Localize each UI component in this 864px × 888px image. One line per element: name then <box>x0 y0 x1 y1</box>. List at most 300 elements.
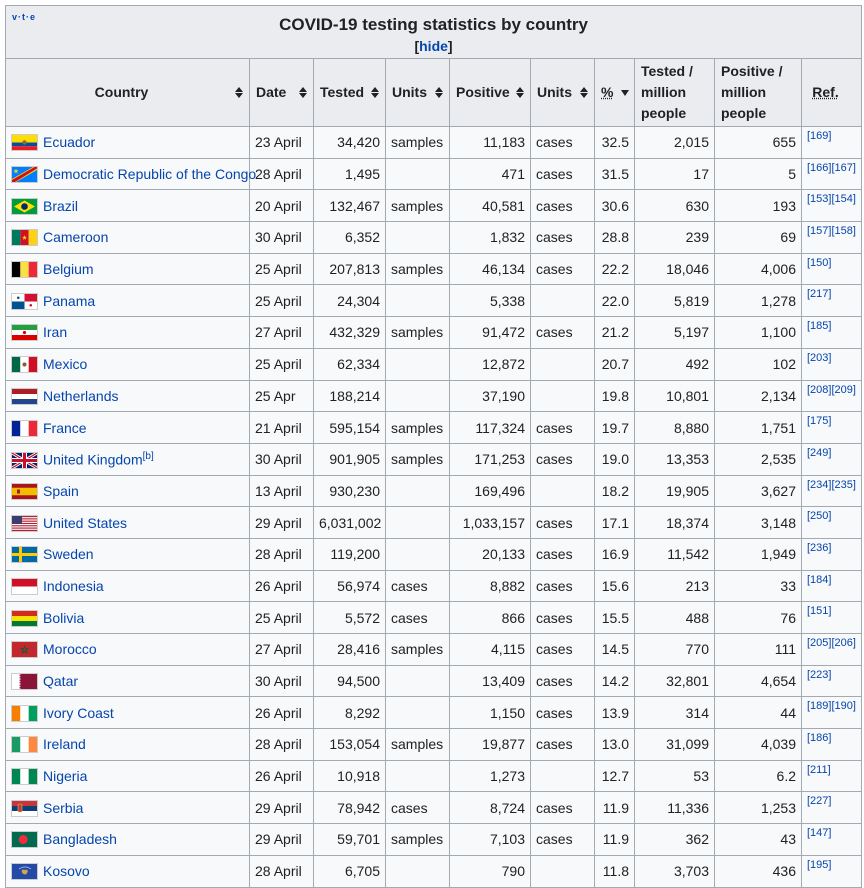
tested-per-million-cell: 32,801 <box>635 665 715 697</box>
country-link[interactable]: Sweden <box>43 546 94 563</box>
reference-cell <box>802 507 862 539</box>
positive-cell: 46,134 <box>450 253 531 285</box>
reference-link[interactable]: [186] <box>807 732 832 745</box>
tested-per-million-cell: 488 <box>635 602 715 634</box>
date-cell: 27 April <box>250 317 314 349</box>
reference-cell <box>802 634 862 666</box>
tested-cell: 132,467 <box>314 190 386 222</box>
positive-units-cell: cases <box>531 127 595 159</box>
reference-link[interactable]: [151] <box>807 605 832 618</box>
tested-per-million-cell: 11,542 <box>635 538 715 570</box>
reference-link[interactable]: [189][190] <box>807 700 856 713</box>
column-header-percent[interactable]: % <box>595 59 635 127</box>
positive-per-million-cell: 655 <box>715 127 802 159</box>
positive-per-million-cell: 2,134 <box>715 380 802 412</box>
tested-units-cell: samples <box>386 190 450 222</box>
reference-link[interactable]: [169] <box>807 130 832 142</box>
country-cell <box>6 697 250 729</box>
reference-link[interactable]: [223] <box>807 668 832 681</box>
positive-cell: 790 <box>450 855 531 887</box>
country-link[interactable]: Serbia <box>43 799 84 816</box>
tested-cell: 10,918 <box>314 760 386 792</box>
table-row <box>6 538 862 570</box>
nigeria-flag-icon <box>12 769 37 784</box>
tested-per-million-cell: 8,880 <box>635 412 715 444</box>
table-title: COVID-19 testing statistics by country <box>279 15 588 34</box>
positive-cell: 19,877 <box>450 729 531 761</box>
country-cell <box>6 538 250 570</box>
positive-units-cell: cases <box>531 570 595 602</box>
country-link[interactable]: Democratic Republic of the Congo <box>43 166 257 183</box>
tested-units-cell <box>386 507 450 539</box>
reference-cell <box>802 285 862 317</box>
percent-cell: 31.5 <box>595 158 635 190</box>
country-cell <box>6 602 250 634</box>
footnote-link[interactable]: [b] <box>142 450 154 462</box>
tested-units-cell: samples <box>386 127 450 159</box>
country-cell <box>6 665 250 697</box>
country-cell <box>6 127 250 159</box>
country-link[interactable]: United Kingdom <box>43 451 143 468</box>
date-cell: 25 Apr <box>250 380 314 412</box>
tested-units-cell: samples <box>386 443 450 475</box>
positive-cell: 7,103 <box>450 824 531 856</box>
country-link[interactable]: Cameroon <box>43 229 109 246</box>
tested-cell: 62,334 <box>314 348 386 380</box>
tested-cell: 207,813 <box>314 253 386 285</box>
reference-cell <box>802 317 862 349</box>
percent-cell: 21.2 <box>595 317 635 349</box>
date-cell: 28 April <box>250 538 314 570</box>
positive-per-million-cell: 69 <box>715 222 802 254</box>
positive-per-million-cell: 44 <box>715 697 802 729</box>
positive-units-cell: cases <box>531 697 595 729</box>
positive-units-cell <box>531 380 595 412</box>
positive-per-million-cell: 33 <box>715 570 802 602</box>
column-header-date[interactable]: Date <box>250 59 314 127</box>
column-header-country[interactable]: Country <box>6 59 250 127</box>
tested-per-million-cell: 53 <box>635 760 715 792</box>
tested-per-million-cell: 492 <box>635 348 715 380</box>
country-link[interactable]: Spain <box>43 482 79 499</box>
table-row <box>6 253 862 285</box>
positive-units-cell <box>531 285 595 317</box>
tested-units-cell: cases <box>386 792 450 824</box>
positive-units-cell: cases <box>531 253 595 285</box>
netherlands-flag-icon <box>12 389 37 404</box>
reference-cell <box>802 158 862 190</box>
percent-cell: 17.1 <box>595 507 635 539</box>
positive-units-cell: cases <box>531 665 595 697</box>
positive-per-million-cell: 3,627 <box>715 475 802 507</box>
tested-per-million-cell: 13,353 <box>635 443 715 475</box>
tested-units-cell <box>386 760 450 792</box>
table-row <box>6 792 862 824</box>
hide-toggle-link[interactable]: hide <box>419 38 448 54</box>
tested-per-million-cell: 11,336 <box>635 792 715 824</box>
date-cell: 28 April <box>250 729 314 761</box>
percent-cell: 13.0 <box>595 729 635 761</box>
reference-cell <box>802 570 862 602</box>
tested-units-cell <box>386 538 450 570</box>
tested-cell: 6,352 <box>314 222 386 254</box>
sweden-flag-icon <box>12 547 37 562</box>
country-link[interactable]: Brazil <box>43 197 79 214</box>
tested-per-million-cell: 10,801 <box>635 380 715 412</box>
column-header-tested-per-million[interactable]: Tested / million people <box>635 59 715 127</box>
positive-cell: 1,273 <box>450 760 531 792</box>
percent-cell: 22.0 <box>595 285 635 317</box>
positive-units-cell: cases <box>531 634 595 666</box>
table-row <box>6 602 862 634</box>
france-flag-icon <box>12 421 37 436</box>
percent-cell: 14.2 <box>595 665 635 697</box>
edit-template-link[interactable]: e <box>30 12 37 22</box>
reference-link[interactable]: [153][154] <box>807 193 856 206</box>
positive-cell: 40,581 <box>450 190 531 222</box>
morocco-flag-icon <box>12 642 37 657</box>
column-header-tested[interactable]: Tested <box>314 59 386 127</box>
country-link[interactable]: Netherlands <box>43 387 119 404</box>
kosovo-flag-icon <box>12 864 37 879</box>
positive-per-million-cell: 111 <box>715 634 802 666</box>
sort-descending-icon[interactable] <box>621 90 629 96</box>
positive-cell: 13,409 <box>450 665 531 697</box>
percent-cell: 15.6 <box>595 570 635 602</box>
date-cell: 20 April <box>250 190 314 222</box>
cameroon-flag-icon <box>12 230 37 245</box>
country-cell <box>6 475 250 507</box>
tested-cell: 595,154 <box>314 412 386 444</box>
country-cell <box>6 253 250 285</box>
country-link[interactable]: United States <box>43 514 128 531</box>
positive-units-cell: cases <box>531 158 595 190</box>
tested-units-cell: samples <box>386 634 450 666</box>
sort-icon[interactable] <box>435 86 444 100</box>
country-link[interactable]: Morocco <box>43 641 97 658</box>
country-cell <box>6 792 250 824</box>
positive-units-cell: cases <box>531 538 595 570</box>
positive-units-cell: cases <box>531 443 595 475</box>
table-row <box>6 158 862 190</box>
tested-per-million-cell: 5,197 <box>635 317 715 349</box>
country-cell <box>6 729 250 761</box>
date-cell: 23 April <box>250 127 314 159</box>
belgium-flag-icon <box>12 262 37 277</box>
reference-link[interactable]: [249] <box>807 446 832 459</box>
tested-cell: 34,420 <box>314 127 386 159</box>
reference-cell <box>802 792 862 824</box>
tested-per-million-cell: 239 <box>635 222 715 254</box>
positive-cell: 117,324 <box>450 412 531 444</box>
reference-link[interactable]: [227] <box>807 795 832 808</box>
reference-link[interactable]: [217] <box>807 288 832 301</box>
percent-cell: 18.2 <box>595 475 635 507</box>
country-cell <box>6 348 250 380</box>
view-template-link[interactable]: v <box>12 12 19 22</box>
column-header-units-positive[interactable]: Units <box>531 59 595 127</box>
reference-link[interactable]: [236] <box>807 541 832 554</box>
date-cell: 25 April <box>250 285 314 317</box>
positive-per-million-cell: 1,751 <box>715 412 802 444</box>
positive-per-million-cell: 193 <box>715 190 802 222</box>
positive-per-million-cell: 3,148 <box>715 507 802 539</box>
positive-units-cell: cases <box>531 507 595 539</box>
positive-cell: 4,115 <box>450 634 531 666</box>
country-cell <box>6 855 250 887</box>
tested-per-million-cell: 770 <box>635 634 715 666</box>
positive-units-cell: cases <box>531 412 595 444</box>
country-link[interactable]: Belgium <box>43 261 94 278</box>
positive-per-million-cell: 4,006 <box>715 253 802 285</box>
country-cell <box>6 380 250 412</box>
tested-cell: 24,304 <box>314 285 386 317</box>
reference-cell <box>802 697 862 729</box>
date-cell: 26 April <box>250 697 314 729</box>
tested-units-cell: cases <box>386 570 450 602</box>
country-cell <box>6 317 250 349</box>
tested-per-million-cell: 3,703 <box>635 855 715 887</box>
country-cell <box>6 443 250 475</box>
column-header-positive-per-million[interactable]: Positive / million people <box>715 59 802 127</box>
iran-flag-icon <box>12 325 37 340</box>
table-row <box>6 824 862 856</box>
percent-cell: 11.8 <box>595 855 635 887</box>
tested-units-cell <box>386 222 450 254</box>
country-cell <box>6 634 250 666</box>
tested-cell: 153,054 <box>314 729 386 761</box>
tested-per-million-cell: 19,905 <box>635 475 715 507</box>
date-cell: 27 April <box>250 634 314 666</box>
positive-cell: 12,872 <box>450 348 531 380</box>
tested-cell: 1,495 <box>314 158 386 190</box>
tested-cell: 8,292 <box>314 697 386 729</box>
country-cell <box>6 158 257 190</box>
tested-units-cell <box>386 380 450 412</box>
reference-link[interactable]: [185] <box>807 320 832 333</box>
positive-per-million-cell: 4,654 <box>715 665 802 697</box>
table-row <box>6 634 862 666</box>
reference-cell <box>802 380 862 412</box>
tested-cell: 930,230 <box>314 475 386 507</box>
reference-link[interactable]: [195] <box>807 858 832 871</box>
tested-cell: 5,572 <box>314 602 386 634</box>
talk-template-link[interactable]: t <box>22 12 27 22</box>
tested-cell: 94,500 <box>314 665 386 697</box>
table-row <box>6 570 862 602</box>
percent-cell: 11.9 <box>595 824 635 856</box>
reference-cell <box>802 824 862 856</box>
reference-link[interactable]: [250] <box>807 510 832 523</box>
positive-units-cell: cases <box>531 729 595 761</box>
reference-link[interactable]: [147] <box>807 827 832 840</box>
reference-link[interactable]: [150] <box>807 256 832 269</box>
serbia-flag-icon <box>12 801 37 816</box>
table-caption: v·t·e COVID-19 testing statistics by country [hide] <box>6 6 862 59</box>
reference-link[interactable]: [234][235] <box>807 478 856 491</box>
percent-cell: 16.9 <box>595 538 635 570</box>
tested-per-million-cell: 18,374 <box>635 507 715 539</box>
reference-cell <box>802 729 862 761</box>
reference-link[interactable]: [175] <box>807 415 832 428</box>
tested-cell: 119,200 <box>314 538 386 570</box>
country-link[interactable]: Iran <box>43 324 68 341</box>
reference-cell <box>802 348 862 380</box>
tested-units-cell <box>386 348 450 380</box>
country-cell <box>6 190 250 222</box>
country-cell <box>6 412 250 444</box>
percent-cell: 13.9 <box>595 697 635 729</box>
tested-cell: 6,031,002 <box>314 507 386 539</box>
tested-per-million-cell: 213 <box>635 570 715 602</box>
ireland-flag-icon <box>12 737 37 752</box>
positive-cell: 37,190 <box>450 380 531 412</box>
country-cell <box>6 760 250 792</box>
positive-cell: 169,496 <box>450 475 531 507</box>
table-row <box>6 412 862 444</box>
reference-link[interactable]: [166][167] <box>807 161 856 174</box>
table-row <box>6 317 862 349</box>
tested-units-cell <box>386 158 450 190</box>
reference-cell <box>802 127 862 159</box>
positive-cell: 91,472 <box>450 317 531 349</box>
sort-icon[interactable] <box>371 86 380 100</box>
table-row <box>6 855 862 887</box>
country-cell <box>6 824 250 856</box>
qatar-flag-icon <box>12 674 37 689</box>
tested-per-million-cell: 17 <box>635 158 715 190</box>
table-row <box>6 127 862 159</box>
tested-per-million-cell: 2,015 <box>635 127 715 159</box>
reference-cell <box>802 475 862 507</box>
country-cell <box>6 507 250 539</box>
country-link[interactable]: Ireland <box>43 736 86 753</box>
reference-cell <box>802 222 862 254</box>
sort-icon[interactable] <box>235 86 244 100</box>
date-cell: 13 April <box>250 475 314 507</box>
positive-units-cell: cases <box>531 317 595 349</box>
tested-units-cell: samples <box>386 317 450 349</box>
uk-flag-icon <box>12 453 37 468</box>
percent-cell: 19.0 <box>595 443 635 475</box>
reference-cell <box>802 665 862 697</box>
column-header-positive[interactable]: Positive <box>450 59 531 127</box>
country-link[interactable]: Bangladesh <box>43 831 117 848</box>
positive-per-million-cell: 5 <box>715 158 802 190</box>
column-header-units[interactable]: Units <box>386 59 450 127</box>
reference-link[interactable]: [184] <box>807 573 832 586</box>
tested-cell: 6,705 <box>314 855 386 887</box>
panama-flag-icon <box>12 294 37 309</box>
spain-flag-icon <box>12 484 37 499</box>
sort-icon[interactable] <box>299 86 308 100</box>
tested-units-cell <box>386 475 450 507</box>
positive-units-cell <box>531 855 595 887</box>
tested-units-cell: samples <box>386 412 450 444</box>
country-link[interactable]: Ivory Coast <box>43 704 114 721</box>
positive-cell: 11,183 <box>450 127 531 159</box>
tested-cell: 78,942 <box>314 792 386 824</box>
positive-units-cell: cases <box>531 792 595 824</box>
reference-cell <box>802 760 862 792</box>
tested-units-cell: samples <box>386 729 450 761</box>
positive-cell: 1,150 <box>450 697 531 729</box>
sort-icon[interactable] <box>580 86 589 100</box>
positive-per-million-cell: 1,278 <box>715 285 802 317</box>
positive-units-cell: cases <box>531 190 595 222</box>
positive-cell: 5,338 <box>450 285 531 317</box>
date-cell: 29 April <box>250 507 314 539</box>
percent-cell: 12.7 <box>595 760 635 792</box>
tested-units-cell <box>386 855 450 887</box>
testing-statistics-table <box>5 5 862 888</box>
positive-units-cell: cases <box>531 222 595 254</box>
country-link[interactable]: France <box>43 419 87 436</box>
table-row <box>6 190 862 222</box>
country-link[interactable]: Kosovo <box>43 863 90 880</box>
table-row <box>6 697 862 729</box>
country-cell <box>6 222 250 254</box>
column-header-reference[interactable]: Ref. <box>802 59 862 127</box>
country-link[interactable]: Qatar <box>43 673 79 690</box>
reference-cell <box>802 538 862 570</box>
positive-cell: 8,724 <box>450 792 531 824</box>
sort-icon[interactable] <box>516 86 525 100</box>
reference-cell <box>802 412 862 444</box>
reference-link[interactable]: [211] <box>807 763 831 776</box>
country-link[interactable]: Indonesia <box>43 577 104 594</box>
tested-per-million-cell: 630 <box>635 190 715 222</box>
positive-per-million-cell: 102 <box>715 348 802 380</box>
percent-cell: 22.2 <box>595 253 635 285</box>
table-row <box>6 760 862 792</box>
tested-per-million-cell: 31,099 <box>635 729 715 761</box>
country-link[interactable]: Panama <box>43 292 96 309</box>
positive-per-million-cell: 436 <box>715 855 802 887</box>
positive-per-million-cell: 6.2 <box>715 760 802 792</box>
date-cell: 30 April <box>250 222 314 254</box>
reference-link[interactable]: [157][158] <box>807 225 856 238</box>
date-cell: 26 April <box>250 570 314 602</box>
drc-flag-icon <box>12 167 37 182</box>
positive-per-million-cell: 1,253 <box>715 792 802 824</box>
tested-units-cell <box>386 665 450 697</box>
mexico-flag-icon <box>12 357 37 372</box>
table-row <box>6 443 862 475</box>
date-cell: 25 April <box>250 348 314 380</box>
percent-cell: 32.5 <box>595 127 635 159</box>
reference-link[interactable]: [208][209] <box>807 383 856 396</box>
reference-link[interactable]: [203] <box>807 351 832 364</box>
reference-cell <box>802 253 862 285</box>
country-link[interactable]: Bolivia <box>43 609 85 626</box>
positive-per-million-cell: 4,039 <box>715 729 802 761</box>
percent-cell: 15.5 <box>595 602 635 634</box>
table-row <box>6 665 862 697</box>
date-cell: 25 April <box>250 602 314 634</box>
tested-units-cell: samples <box>386 253 450 285</box>
reference-link[interactable]: [205][206] <box>807 637 856 649</box>
brazil-flag-icon <box>12 199 37 214</box>
country-link[interactable]: Nigeria <box>43 768 88 785</box>
indonesia-flag-icon <box>12 579 37 594</box>
positive-cell: 1,033,157 <box>450 507 531 539</box>
positive-cell: 866 <box>450 602 531 634</box>
positive-units-cell: cases <box>531 824 595 856</box>
country-link[interactable]: Mexico <box>43 356 88 373</box>
country-link[interactable]: Ecuador <box>43 134 96 151</box>
date-cell: 26 April <box>250 760 314 792</box>
